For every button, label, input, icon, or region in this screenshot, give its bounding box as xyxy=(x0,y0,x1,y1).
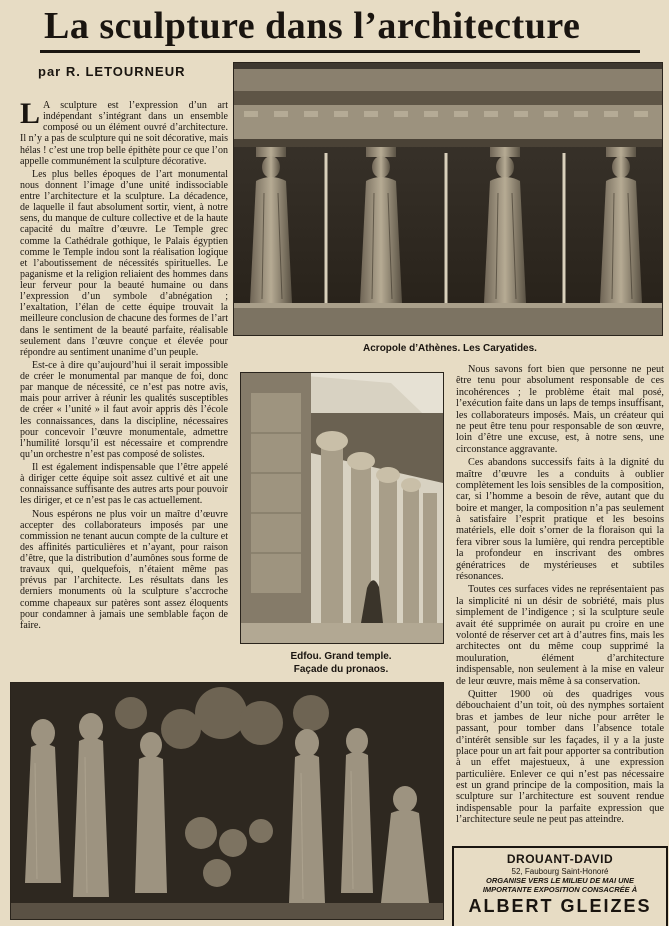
edfou-caption-line2: Façade du pronaos. xyxy=(293,664,389,675)
title-rule xyxy=(40,50,640,53)
paragraph: Nous savons fort bien que personne ne peut être tenu pour absolument responsable de ces incohérences ; le problème était mal posé, l’exécution faite dans un laps de temps insuffisant, les collaborateurs imposés. Mais, un créateur qui ne peut être tenu pour responsable de son œuvre, loin d’être une excuse, est, à notre sens, une circonstance aggravante. xyxy=(456,364,664,455)
relief-sculpture-photo xyxy=(10,682,444,920)
edfou-temple-photo xyxy=(240,372,444,644)
exhibition-artist: ALBERT GLEIZES xyxy=(468,896,652,916)
paragraph xyxy=(20,97,228,167)
dropcap: L xyxy=(20,97,41,130)
gallery-name: DROUANT-DAVID xyxy=(506,852,614,866)
ad-line-1: ORGANISE VERS LE MILIEU DE MAI UNE xyxy=(486,876,634,885)
edfou-caption xyxy=(240,650,442,676)
caryatids-caption: Acropole d’Athènes. Les Caryatides. xyxy=(363,343,537,354)
paragraph: Est-ce à dire qu’aujourd’hui il serait impossible de créer le monumental par manque de foi, donc par manque de nécessité, ce n’est pas notre avis, mais pour arriver à réunir les qualités susceptibles de créer « l’unité » il faut avoir appris dès l’école les connaissances, dans la discipline, nécessaires pour concevoir l’œuvre monumentale, admettre l’humilité lorsqu’il est nécessaire et comprendre qu’un orchestre n’est pas composé de solistes. xyxy=(20,359,228,460)
gallery-address: 52, Faubourg Saint-Honoré xyxy=(511,867,609,876)
paragraph: Toutes ces surfaces vides ne représentaient pas la simplicité ni un désir de sobriété, mais plus simplement de l’indigence ; si la sculpture seule avait été supprimée on aurait pu croire en une volonté de réserver cet art à d’autres fins, mais les architectes ont du même coup supprimé la mouluration, élément d’architecture indispensable, non seulement à la mise en valeur de leur œuvre, mais même à sa conservation. xyxy=(456,584,664,687)
article-title: La sculpture dans l’architecture xyxy=(44,5,581,47)
paragraph-text: A sculpture est l’expression d’un art indépendant s’intégrant dans un ensemble composé ou un élément ouvré d’architecture. Il n’y a pas de sculpture qui ne soit décorative, mais hélas ! c’est une trop belle épithète pour ce que l’on appelle communément la sculpture décorative. xyxy=(20,100,228,167)
gallery-advertisement xyxy=(452,846,668,926)
caryatids-photo xyxy=(233,62,663,336)
paragraph: Ces abandons successifs faits à la dignité du maître d’œuvre les a conduits à oublier complètement les lois sensibles de la composition, car, si l’homme a besoin de rêve, autant que du boire et manger, la composition n’a pas seulement à satisfaire l’esprit pratique et les besoins matériels, elle doit s’orner de la floraison qui la fera vibrer sous la lumière, qui rendra perceptible la profondeur en inscrivant des ombres génératrices de mystérieuses et subtiles résonances. xyxy=(456,457,664,583)
article-column-1 xyxy=(20,97,228,670)
article-column-2 xyxy=(456,364,664,844)
paragraph: Quitter 1900 où des quadriges vous débouchaient d’un toit, où des nymphes sortaient bras et jambes de leur niche pour arrêter le passant, pour tomber dans l’absence totale d’intérêt sensible sur les façades, il y a la juste place pour un art fait pour apporter sa contribution à un effet majestueux, à une expression particulière. Enlever ce qui n’est pas nécessaire est un grand principe de la composition, mais la sculpture sur l’architecture est souvent rendue indispensable pour la parfaite expression que l’architecture seule ne peut pas atteindre. xyxy=(456,688,664,826)
ad-line-2: IMPORTANTE EXPOSITION CONSACRÉE À xyxy=(482,885,638,894)
paragraph: Les plus belles époques de l’art monumental nous donnent l’image d’une unité indissociable entre l’architecture et la sculpture. La décadence, de laquelle il faut absolument sortir, vient, à notre sens, du manque de culture collective et de la haute capacité du maître d’œuvre. Le Temple grec comme la Cathédrale gothique, le Palais égyptien comme le Temple indou sont la réalisation logique et l’aboutissement de nécessités spirituelles. Le paganisme et la religion reliaient des hommes dans leur ferveur pour la beauté humaine ou dans l’expression d’un symbole d’abnégation ; l’exaltation, l’élan de cette équipe trouvait la meilleure conclusion de chacune des formes de l’art dans le sentiment de la beauté parfaite, réalisable seulement dans l’œuvre conçue et élevée pour répondre au sentiment unanime d’un peuple. xyxy=(20,168,228,358)
article-author: par R. LETOURNEUR xyxy=(38,64,186,79)
paragraph: Il est également indispensable que l’être appelé à diriger cette équipe soit assez cultivé et ait une connaissance suffisante des autres arts pour pouvoir les diriger, et ce n’est pas le cas actuellement. xyxy=(20,462,228,507)
edfou-caption-line1: Edfou. Grand temple. xyxy=(290,651,392,662)
paragraph: Nous espérons ne plus voir un maître d’œuvre accepter des collaborateurs imposés par une commission ne tenant aucun compte de la culture et des affinités particulières et n’ayant, pour raison d’être, que la distribution d’aumônes sous forme de travaux qui, quelquefois, n’étaient même pas prévus par l’architecte. Les résultats dans les derniers monuments où la sculpture s’accroche comme chapeaux sur patères sont assez éloquents pour condamner à jamais une semblable façon de faire. xyxy=(20,508,228,631)
